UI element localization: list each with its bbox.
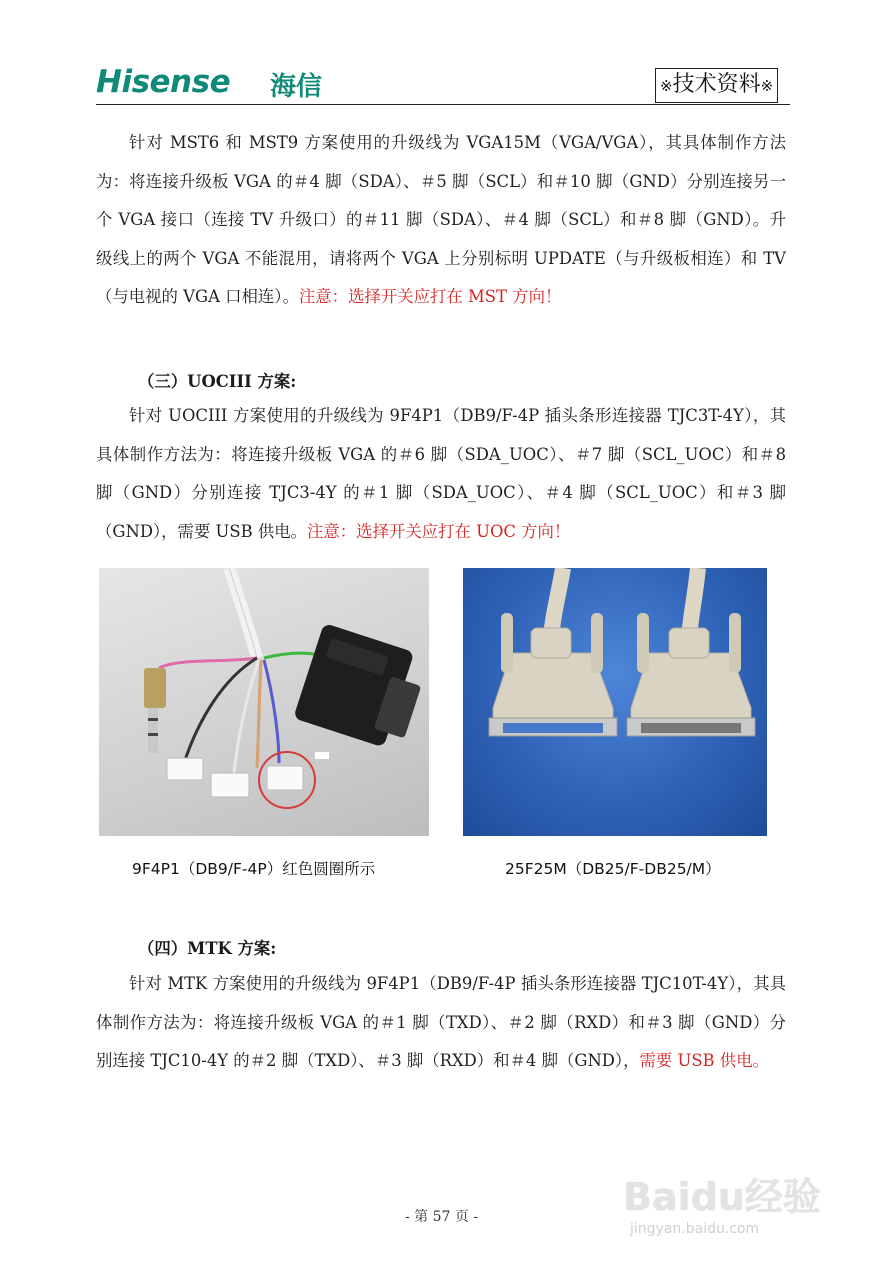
- mst-note: 注意：选择开关应打在 MST 方向！: [298, 287, 562, 306]
- header-divider: [96, 104, 790, 105]
- cable-illustration: [99, 568, 429, 836]
- uoc-paragraph-text: 针对 UOCIII 方案使用的升级线为 9F4P1（DB9/F-4P 插头条形连接器 TJC3T-4Y），其具体制作方法为：将连接升级板 VGA 的＃6 脚（SDA_UOC）、＃7 脚（SCL_UOC）和＃8 脚（GND）分别连接 TJC3-4Y 的＃1 脚（SDA_UOC）、＃4 脚（SCL_UOC）和＃3 脚（GND），需要 USB 供电。: [96, 406, 786, 541]
- db25-illustration: [463, 568, 767, 836]
- page-number: - 第 57 页 -: [404, 1209, 479, 1225]
- tag-text: 技术资料: [672, 72, 761, 97]
- uoc-note: 注意：选择开关应打在 UOC 方向！: [307, 521, 571, 541]
- mtk-note: 需要 USB 供电。: [639, 1051, 769, 1070]
- db25-connectors-photo: [463, 568, 767, 836]
- watermark-url: jingyan.baidu.com: [630, 1221, 760, 1237]
- cable-photo-9f4p1: [99, 568, 429, 836]
- left-figure-caption: 9F4P1（DB9/F-4P）红色圆圈所示: [132, 860, 376, 878]
- right-figure-caption: 25F25M（DB25/F-DB25/M）: [505, 860, 721, 878]
- hisense-logo-chinese: 海信: [270, 72, 323, 102]
- mtk-heading: （四）MTK 方案:: [138, 939, 277, 958]
- mtk-paragraph: [96, 965, 786, 1081]
- mst-paragraph-text: 针对 MST6 和 MST9 方案使用的升级线为 VGA15M（VGA/VGA），其具体制作方法为：将连接升级板 VGA 的＃4 脚（SDA）、＃5 脚（SCL）和＃10 脚（GND）分别连接另一个 VGA 接口（连接 TV 升级口）的＃11 脚（SDA）、＃4 脚（SCL）和＃8 脚（GND）。升级线上的两个 VGA 不能混用，请将两个 VGA 上分别标明 UPDATE（与升级板相连）和 TV（与电视的 VGA 口相连）。: [96, 133, 786, 306]
- mst-paragraph: [96, 124, 786, 317]
- uoc-heading: （三）UOCIII 方案:: [138, 372, 297, 391]
- tag-mark-left: ※: [660, 77, 673, 95]
- uoc-paragraph: [96, 397, 786, 551]
- mtk-paragraph-text: 针对 MTK 方案使用的升级线为 9F4P1（DB9/F-4P 插头条形连接器 TJC10T-4Y），其具体制作方法为：将连接升级板 VGA 的＃1 脚（TXD）、＃2 脚（RXD）和＃3 脚（GND）分别连接 TJC10-4Y 的＃2 脚（TXD）、＃3 脚（RXD）和＃4 脚（GND），: [96, 974, 786, 1070]
- tag-mark-right: ※: [760, 77, 774, 95]
- document-tag: [655, 68, 778, 103]
- baidu-jingyan-watermark: Baidu经验: [623, 1175, 821, 1219]
- hisense-logo: Hisense: [96, 64, 231, 100]
